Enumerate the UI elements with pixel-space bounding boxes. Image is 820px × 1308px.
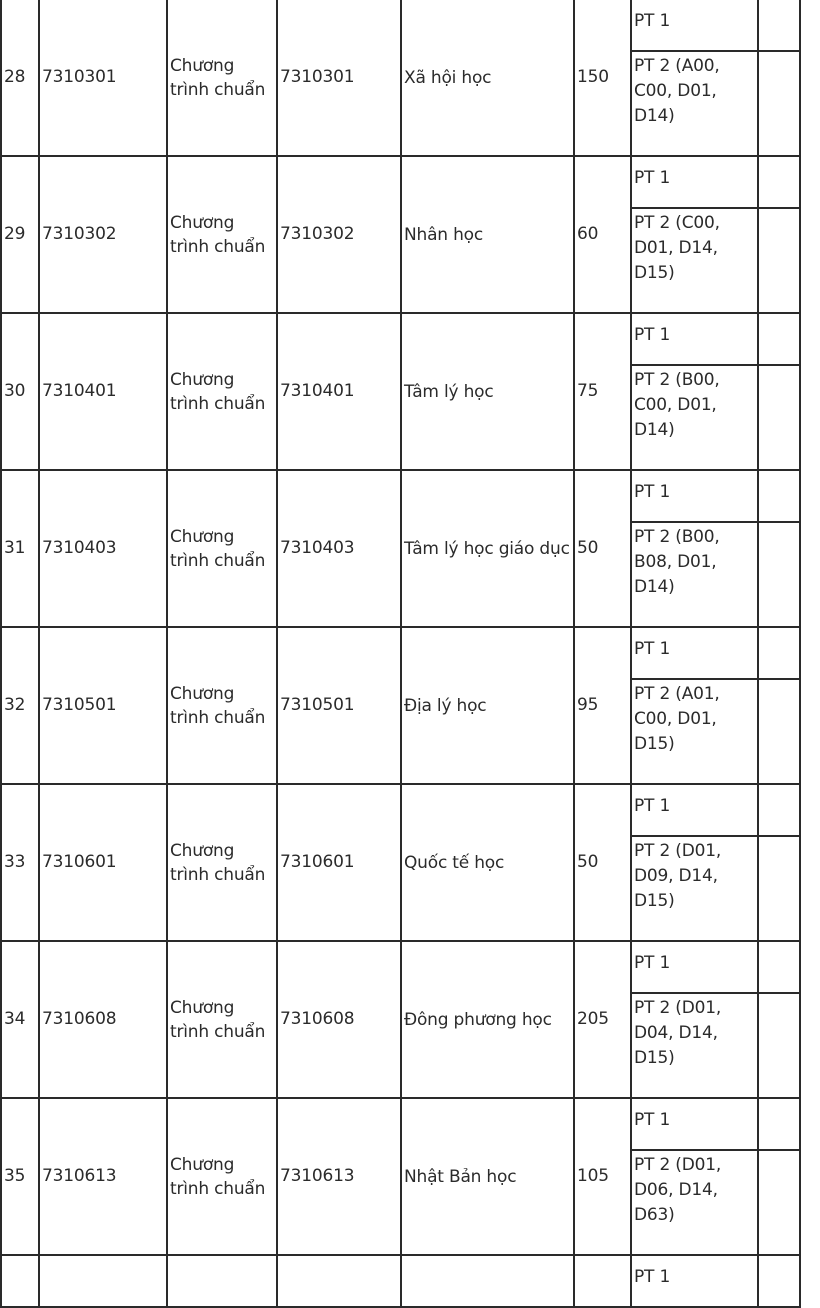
program-cell: Chương trình chuẩn: [167, 0, 277, 156]
empty-cell: [574, 1255, 631, 1307]
blank-cell: [758, 941, 800, 993]
code-cell: 7310601: [39, 784, 167, 941]
empty-cell: [39, 1255, 167, 1307]
major-name-cell: Nhân học: [401, 156, 574, 313]
pt1-cell: PT 1: [631, 627, 758, 679]
pt2-cell: PT 2 (D01, D04, D14, D15): [631, 993, 758, 1098]
quota-cell: 150: [574, 0, 631, 156]
code-cell: 7310501: [39, 627, 167, 784]
empty-cell: [401, 1255, 574, 1307]
pt1-cell: PT 1: [631, 1098, 758, 1150]
pt2-cell: PT 2 (A01, C00, D01, D15): [631, 679, 758, 784]
table-row: [1, 627, 800, 679]
pt1-cell: PT 1: [631, 313, 758, 365]
empty-cell: [167, 1255, 277, 1307]
pt2-cell: PT 2 (B00, C00, D01, D14): [631, 365, 758, 470]
quota-cell: 95: [574, 627, 631, 784]
pt2-cell: PT 2 (C00, D01, D14, D15): [631, 208, 758, 313]
pt1-cell: PT 1: [631, 470, 758, 522]
major-name-cell: Tâm lý học giáo dục: [401, 470, 574, 627]
empty-cell: [1, 1255, 39, 1307]
stt-cell: 31: [1, 470, 39, 627]
code-cell: 7310608: [39, 941, 167, 1098]
table-body: [1, 0, 800, 1307]
major-name-cell: Nhật Bản học: [401, 1098, 574, 1255]
table-row: [1, 1098, 800, 1150]
table-row: [1, 1255, 800, 1307]
pt2-cell: PT 2 (D01, D09, D14, D15): [631, 836, 758, 941]
pt2-cell: PT 2 (B00, B08, D01, D14): [631, 522, 758, 627]
stt-cell: 32: [1, 627, 39, 784]
blank-cell: [758, 156, 800, 208]
table-row: [1, 784, 800, 836]
stt-cell: 33: [1, 784, 39, 941]
major-name-cell: Xã hội học: [401, 0, 574, 156]
quota-cell: 205: [574, 941, 631, 1098]
program-cell: Chương trình chuẩn: [167, 313, 277, 470]
pt1-cell: PT 1: [631, 156, 758, 208]
program-cell: Chương trình chuẩn: [167, 470, 277, 627]
major-code-cell: 7310501: [277, 627, 401, 784]
code-cell: 7310613: [39, 1098, 167, 1255]
blank-cell: [758, 51, 800, 156]
blank-cell: [758, 365, 800, 470]
quota-cell: 105: [574, 1098, 631, 1255]
blank-cell: [758, 208, 800, 313]
quota-cell: 50: [574, 470, 631, 627]
table-row: [1, 470, 800, 522]
quota-cell: 50: [574, 784, 631, 941]
major-name-cell: Tâm lý học: [401, 313, 574, 470]
program-cell: Chương trình chuẩn: [167, 627, 277, 784]
stt-cell: 28: [1, 0, 39, 156]
pt2-cell: PT 2 (A00, C00, D01, D14): [631, 51, 758, 156]
blank-cell: [758, 679, 800, 784]
code-cell: 7310403: [39, 470, 167, 627]
pt1-cell: PT 1: [631, 784, 758, 836]
code-cell: 7310302: [39, 156, 167, 313]
pt1-cell: PT 1: [631, 941, 758, 993]
blank-cell: [758, 522, 800, 627]
program-cell: Chương trình chuẩn: [167, 1098, 277, 1255]
code-cell: 7310301: [39, 0, 167, 156]
stt-cell: 34: [1, 941, 39, 1098]
major-code-cell: 7310302: [277, 156, 401, 313]
major-code-cell: 7310401: [277, 313, 401, 470]
quota-cell: 60: [574, 156, 631, 313]
blank-cell: [758, 784, 800, 836]
pt2-cell: PT 2 (D01, D06, D14, D63): [631, 1150, 758, 1255]
major-code-cell: 7310608: [277, 941, 401, 1098]
pt1-cell: PT 1: [631, 0, 758, 51]
program-cell: Chương trình chuẩn: [167, 941, 277, 1098]
major-code-cell: 7310601: [277, 784, 401, 941]
major-code-cell: 7310301: [277, 0, 401, 156]
blank-cell: [758, 627, 800, 679]
program-cell: Chương trình chuẩn: [167, 156, 277, 313]
blank-cell: [758, 313, 800, 365]
stt-cell: 35: [1, 1098, 39, 1255]
table-row: [1, 156, 800, 208]
major-code-cell: 7310613: [277, 1098, 401, 1255]
blank-cell: [758, 1150, 800, 1255]
table-row: [1, 313, 800, 365]
blank-cell: [758, 0, 800, 51]
table-row: [1, 0, 800, 51]
major-code-cell: 7310403: [277, 470, 401, 627]
quota-cell: 75: [574, 313, 631, 470]
code-cell: 7310401: [39, 313, 167, 470]
major-name-cell: Quốc tế học: [401, 784, 574, 941]
blank-cell: [758, 1098, 800, 1150]
major-name-cell: Đông phương học: [401, 941, 574, 1098]
major-name-cell: Địa lý học: [401, 627, 574, 784]
stt-cell: 29: [1, 156, 39, 313]
blank-cell: [758, 836, 800, 941]
blank-cell: [758, 470, 800, 522]
blank-cell: [758, 993, 800, 1098]
program-cell: Chương trình chuẩn: [167, 784, 277, 941]
table-row: [1, 941, 800, 993]
pt1-cell: PT 1: [631, 1255, 758, 1307]
stt-cell: 30: [1, 313, 39, 470]
empty-cell: [277, 1255, 401, 1307]
blank-cell: [758, 1255, 800, 1307]
